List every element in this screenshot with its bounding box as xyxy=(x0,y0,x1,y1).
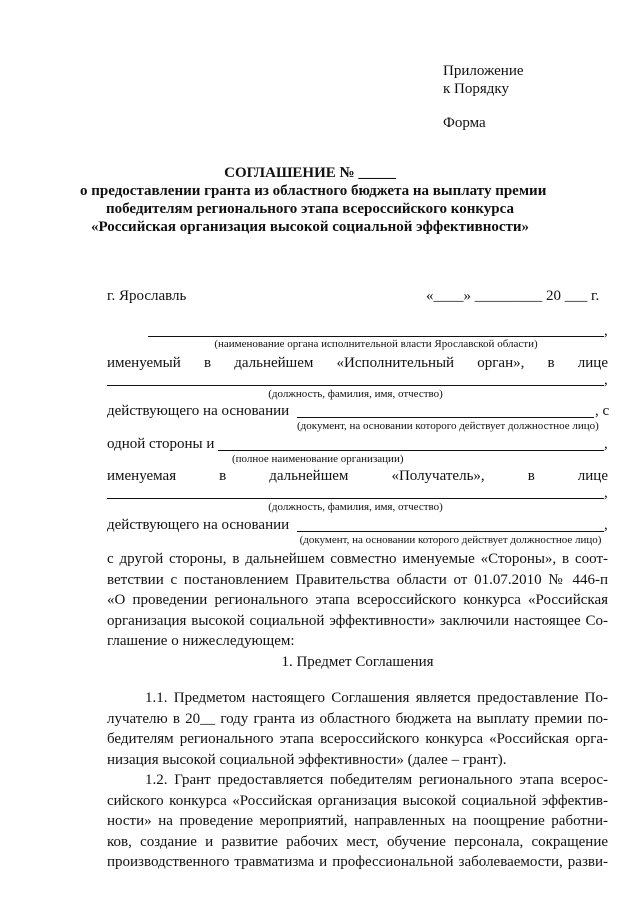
agreement-date: «____» _________ 20 ___ г. xyxy=(426,288,600,304)
text-line: низация высокой социальной эффективности» (далее – грант). xyxy=(107,751,507,768)
document-note: (документ, на основании которого действует должностное лицо) xyxy=(297,420,599,432)
text-line: ности» на проведение мероприятий, направленных на поощрение работни- xyxy=(107,813,608,829)
section-heading: 1. Предмет Соглашения xyxy=(281,654,434,670)
clause-1-1 xyxy=(107,688,608,770)
document2-note: (документ, на основании которого действует должностное лицо) xyxy=(299,534,602,546)
agreement-subtitle-1: о предоставлении гранта из областного бюджета на выплату премии xyxy=(80,183,547,199)
acting-basis2-label: действующего на основании xyxy=(107,517,290,533)
acting-basis-label: действующего на основании xyxy=(107,403,290,419)
word: в xyxy=(547,355,555,371)
text-line: 1.1. Предметом настоящего Соглашения является предоставление По- xyxy=(145,690,608,706)
text-line: лучателю в 20__ году гранта из областного бюджета на выплату премии по- xyxy=(107,710,608,727)
position2-trailing-comma: , xyxy=(604,485,608,501)
word: лице xyxy=(577,468,608,484)
text-line: «О проведении регионального этапа всероссийского конкурса «Российская xyxy=(107,592,608,608)
text-line: ветствии с постановлением Правительства области от 01.07.2010 № 446-п xyxy=(107,571,608,588)
text-line: 1.2. Грант предоставляется победителям регионального этапа всерос- xyxy=(145,772,608,788)
word: дальнейшем xyxy=(269,468,349,484)
word: «Исполнительный xyxy=(336,355,455,371)
acting-basis-trailing: , с xyxy=(595,403,610,419)
appendix-line-1: Приложение xyxy=(443,63,524,79)
text-line: сийского конкурса «Российская организация высокой социальной эффектив- xyxy=(107,792,608,809)
form-label: Форма xyxy=(443,115,486,131)
appendix-line-2: к Порядку xyxy=(443,81,509,97)
city: г. Ярославль xyxy=(107,288,187,304)
word: дальнейшем xyxy=(234,355,314,371)
named-executive-row xyxy=(107,354,608,372)
position-note: (должность, фамилия, имя, отчество) xyxy=(268,388,443,400)
agreement-title: СОГЛАШЕНИЕ № _____ xyxy=(224,165,396,181)
recipient-note: (полное наименование организации) xyxy=(232,453,404,465)
acting-basis2-trailing: , xyxy=(604,517,608,533)
text-line: производственного травматизма и профессиональной заболеваемости, разви- xyxy=(107,854,608,870)
clause-1-2 xyxy=(107,770,608,873)
text-line: ков, создание и развитие рабочих мест, обучение персонала, сокращение xyxy=(107,833,608,850)
agreement-subtitle-2: победителям регионального этапа всероссийского конкурса xyxy=(105,201,514,217)
organ-name-line xyxy=(148,336,604,337)
word: в xyxy=(219,468,227,484)
text-line: с другой стороны, в дальнейшем совместно именуемые «Стороны», в соот- xyxy=(107,551,608,567)
word: именуемая xyxy=(107,468,177,484)
text-line: организация высокой социальной эффективности» заключили настоящее Со- xyxy=(107,612,608,629)
acting-basis-line xyxy=(297,417,594,418)
acting-basis2-line xyxy=(297,531,604,532)
one-side-label: одной стороны и xyxy=(107,436,215,452)
text-line: глашение о нижеследующем: xyxy=(107,633,295,649)
word: лице xyxy=(577,355,608,371)
word: именуемый xyxy=(107,355,181,371)
preamble-paragraph xyxy=(107,549,608,652)
position-line xyxy=(107,385,604,386)
one-side-trailing: , xyxy=(604,436,608,452)
organ-name-note: (наименование органа исполнительной власти Ярославской области) xyxy=(214,338,538,350)
word: в xyxy=(203,355,212,371)
word: орган», xyxy=(477,355,525,371)
position2-note: (должность, фамилия, имя, отчество) xyxy=(268,501,443,513)
word: «Получатель», xyxy=(391,468,485,484)
named-recipient-row xyxy=(107,467,608,485)
recipient-name-line xyxy=(218,450,604,451)
word: в xyxy=(527,468,535,484)
text-line: бедителям регионального этапа всероссийского конкурса «Российская орга- xyxy=(107,731,608,747)
position-trailing-comma: , xyxy=(604,372,608,388)
agreement-subtitle-3: «Российская организация высокой социальной эффективности» xyxy=(90,219,530,235)
organ-trailing-comma: , xyxy=(604,323,608,339)
position2-line xyxy=(107,498,604,499)
